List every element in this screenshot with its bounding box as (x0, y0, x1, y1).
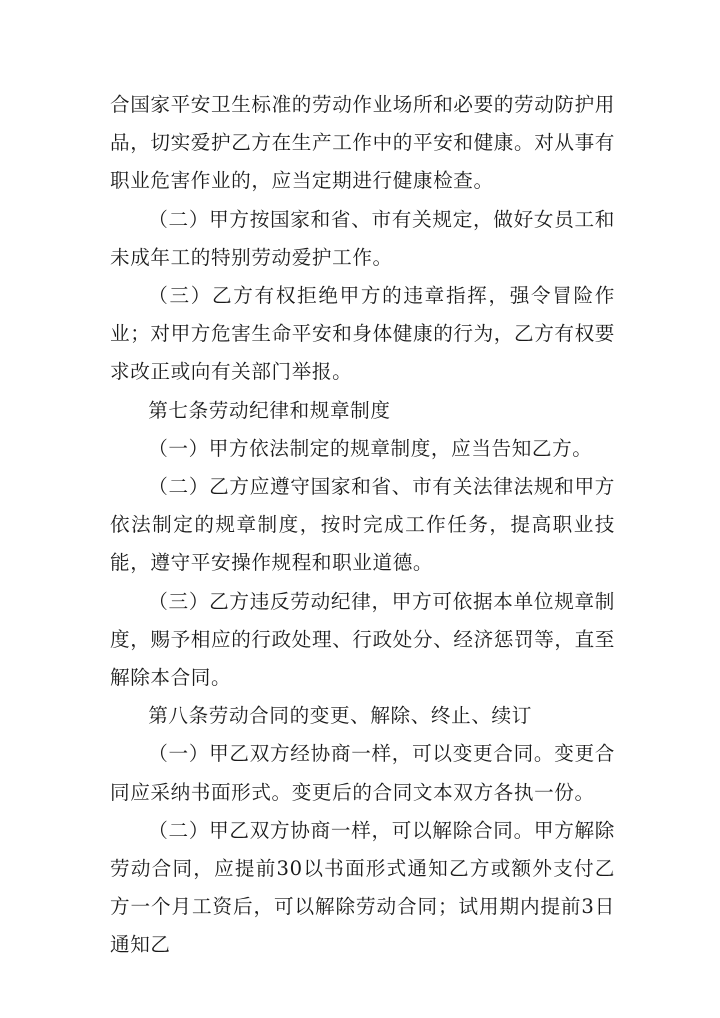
section-heading-article-8: 第八条劳动合同的变更、解除、终止、续订 (148, 704, 532, 728)
paragraph-article-8-clause-2: （二）甲乙双方协商一样，可以解除合同。甲方解除劳动合同，应提前30以书面形式通知乙方或额外支付乙方一个月工资后，可以解除劳动合同；试用期内提前3日通知乙 (110, 818, 615, 957)
paragraph-clause-2: （二）甲方按国家和省、市有关规定，做好女员工和未成年工的特别劳动爱护工作。 (110, 207, 615, 269)
paragraph-clause-3: （三）乙方有权拒绝甲方的违章指挥，强令冒险作业；对甲方危害生命平安和身体健康的行为，乙方有权要求改正或向有关部门举报。 (110, 284, 615, 384)
section-heading-article-7: 第七条劳动纪律和规章制度 (148, 398, 391, 422)
paragraph-article-7-clause-1: （一）甲方依法制定的规章制度，应当告知乙方。 (148, 436, 593, 460)
paragraph-article-7-clause-3: （三）乙方违反劳动纪律，甲方可依据本单位规章制度，赐予相应的行政处理、行政处分、经济惩罚等，直至解除本合同。 (110, 589, 615, 690)
paragraph-article-7-clause-2: （二）乙方应遵守国家和省、市有关法律法规和甲方依法制定的规章制度，按时完成工作任务，提高职业技能，遵守平安操作规程和职业道德。 (110, 475, 615, 575)
document-body (110, 86, 615, 965)
paragraph-article-8-clause-1: （一）甲乙双方经协商一样，可以变更合同。变更合同应采纳书面形式。变更后的合同文本双方各执一份。 (110, 742, 615, 804)
paragraph-continuation: 合国家平安卫生标准的劳动作业场所和必要的劳动防护用品，切实爱护乙方在生产工作中的平安和健康。对从事有职业危害作业的，应当定期进行健康检查。 (110, 93, 615, 193)
